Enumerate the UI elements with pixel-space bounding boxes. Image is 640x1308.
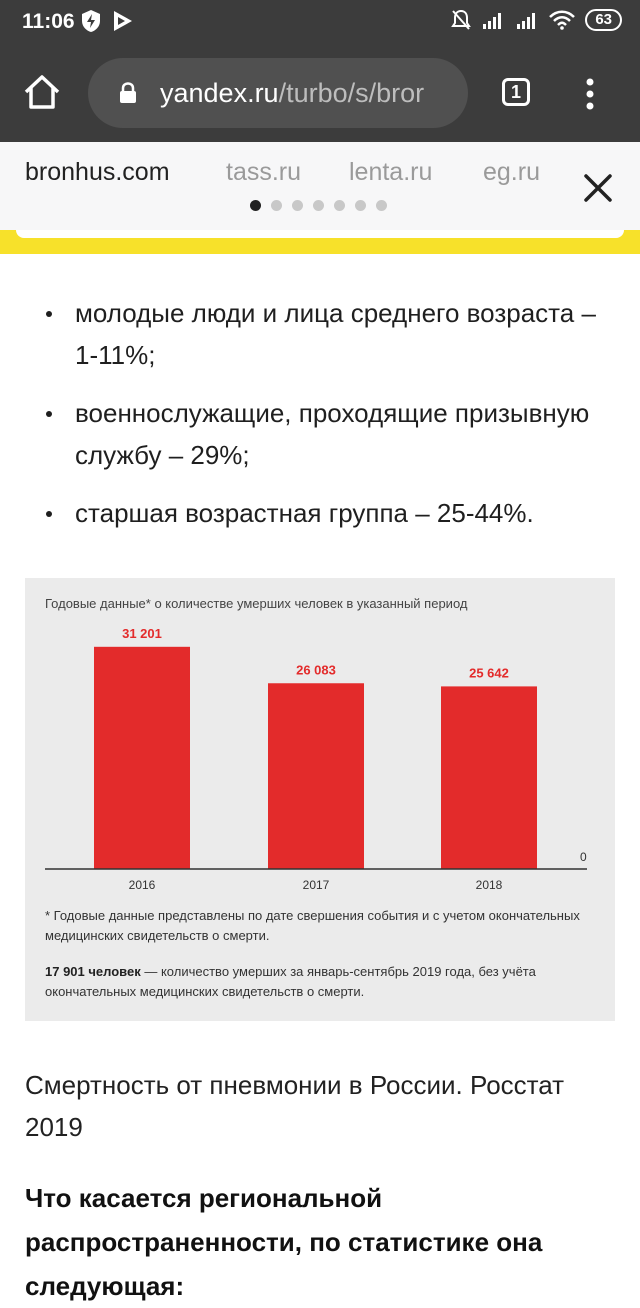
page-dot <box>292 200 303 211</box>
page-dot <box>376 200 387 211</box>
source-tab-tass[interactable]: tass.ru <box>226 158 302 186</box>
statistics-list <box>0 292 640 550</box>
source-carousel <box>0 142 640 230</box>
browser-toolbar <box>0 44 640 142</box>
url-host: yandex.ru <box>160 78 279 108</box>
chart-bar <box>441 686 537 869</box>
wifi-icon <box>549 10 575 30</box>
source-tab-lenta[interactable]: lenta.ru <box>349 158 433 186</box>
chart-note-text: — количество умерших за январь-сентябрь 2019 года, без учёта окончательных медицинских свидетельств о смерти. <box>45 964 536 999</box>
chart-category-label: 2017 <box>302 878 330 892</box>
status-time: 11:06 <box>22 10 75 33</box>
battery-icon: 63 <box>585 9 622 31</box>
carousel-page-dots <box>250 200 387 211</box>
url-path: /turbo/s/bror <box>278 78 425 108</box>
source-tab-eg[interactable]: eg.ru <box>483 158 540 186</box>
chart-category-label: 2016 <box>128 878 156 892</box>
chart-value-label: 25 642 <box>469 665 509 681</box>
chart-footnote: * Годовые данные представлены по дате свершения события и с учетом окончательных медицинских свидетельств о смерти. <box>45 908 580 943</box>
more-menu-icon[interactable] <box>578 74 602 114</box>
chart-title: Годовые данные* о количестве умерших человек в указанный период <box>45 596 468 611</box>
list-item: военнослужащие, проходящие призывную службу – 29%; <box>0 392 640 476</box>
play-icon <box>110 9 134 33</box>
page-dot <box>271 200 282 211</box>
close-icon[interactable] <box>578 168 618 208</box>
chart-value-label: 26 083 <box>296 662 336 678</box>
home-icon[interactable] <box>22 72 62 112</box>
page-dot <box>355 200 366 211</box>
page-dot <box>313 200 324 211</box>
chart-zero-label: 0 <box>580 850 587 864</box>
chart-plot <box>25 578 615 908</box>
url-text <box>160 78 424 109</box>
status-bar <box>0 0 640 44</box>
signal-icon <box>515 10 539 30</box>
chart-bar <box>94 647 190 869</box>
page-dot <box>250 200 261 211</box>
source-tab-bronhus[interactable]: bronhus.com <box>25 158 170 186</box>
section-heading: Что касается региональной распространенности, по статистике она следующая: <box>25 1183 543 1301</box>
chart-category-label: 2018 <box>475 878 503 892</box>
list-item: молодые люди и лица среднего возраста – 1-11%; <box>0 292 640 376</box>
chart-caption: Смертность от пневмонии в России. Росстат 2019 <box>25 1070 565 1142</box>
chart-bar <box>268 683 364 869</box>
banner-card-edge <box>16 230 624 238</box>
lock-icon <box>118 82 138 104</box>
shield-bolt-icon <box>80 9 102 33</box>
signal-icon <box>481 10 505 30</box>
chart-value-label: 31 201 <box>122 625 162 641</box>
url-bar[interactable] <box>88 58 468 128</box>
list-item: старшая возрастная группа – 25-44%. <box>0 492 640 534</box>
tab-switcher-button[interactable]: 1 <box>502 78 530 106</box>
page-dot <box>334 200 345 211</box>
bell-off-icon <box>451 9 471 31</box>
deaths-chart <box>25 578 615 1021</box>
chart-note <box>45 962 595 1002</box>
chart-note-bold: 17 901 человек <box>45 964 141 979</box>
